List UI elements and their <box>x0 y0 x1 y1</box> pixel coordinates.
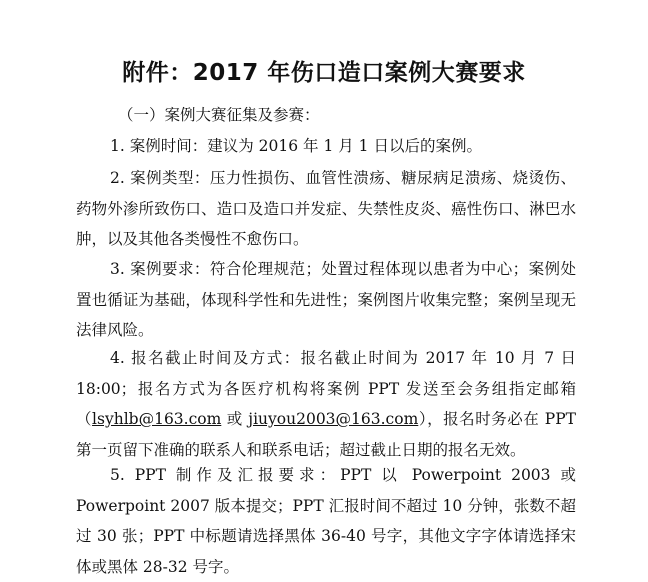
registration-text-before: 4. 报名截止时间及方式：报名截止时间为 2017 年 10 月 7 日 18:00；报名方式为各医疗机构将案例 PPT 发送至会务组指定邮箱（ <box>76 349 576 428</box>
registration-text-after: ），报名时务必在 PPT 第一页留下准确的联系人和联系电话；超过截止日期的报名无效。 <box>76 410 577 459</box>
paragraph-case-time: 1. 案例时间：建议为 2016 年 1 月 1 日以后的案例。 <box>110 137 482 155</box>
paragraph-ppt-requirements: 5. PPT 制作及汇报要求：PPT 以 Powerpoint 2003 或 Powerpoint 2007 版本提交；PPT 汇报时间不超过 10 分钟，张数不超过 30 张；PPT 中标题请选择黑体 36-40 号字，其他文字字体请选择宋体或黑体 28-32 号字。 <box>76 466 576 576</box>
email-link-lsyhlb[interactable]: lsyhlb@163.com <box>92 410 222 428</box>
registration-text-or: 或 <box>221 410 249 428</box>
paragraph-case-requirements: 3. 案例要求：符合伦理规范；处置过程体现以患者为中心；案例处置也循证为基础，体现科学性和先进性；案例图片收集完整；案例呈现无法律风险。 <box>76 260 576 339</box>
email-link-jiuyou[interactable]: jiuyou2003@163.com <box>248 410 419 428</box>
section-heading: （一）案例大赛征集及参赛： <box>118 106 320 124</box>
paragraph-registration <box>76 343 576 465</box>
paragraph-case-types: 2. 案例类型：压力性损伤、血管性溃疡、糖尿病足溃疡、烧烫伤、药物外渗所致伤口、造口及造口并发症、失禁性皮炎、癌性伤口、淋巴水肿，以及其他各类慢性不愈伤口。 <box>76 169 576 248</box>
document-title: 附件：2017 年伤口造口案例大赛要求 <box>122 60 526 86</box>
